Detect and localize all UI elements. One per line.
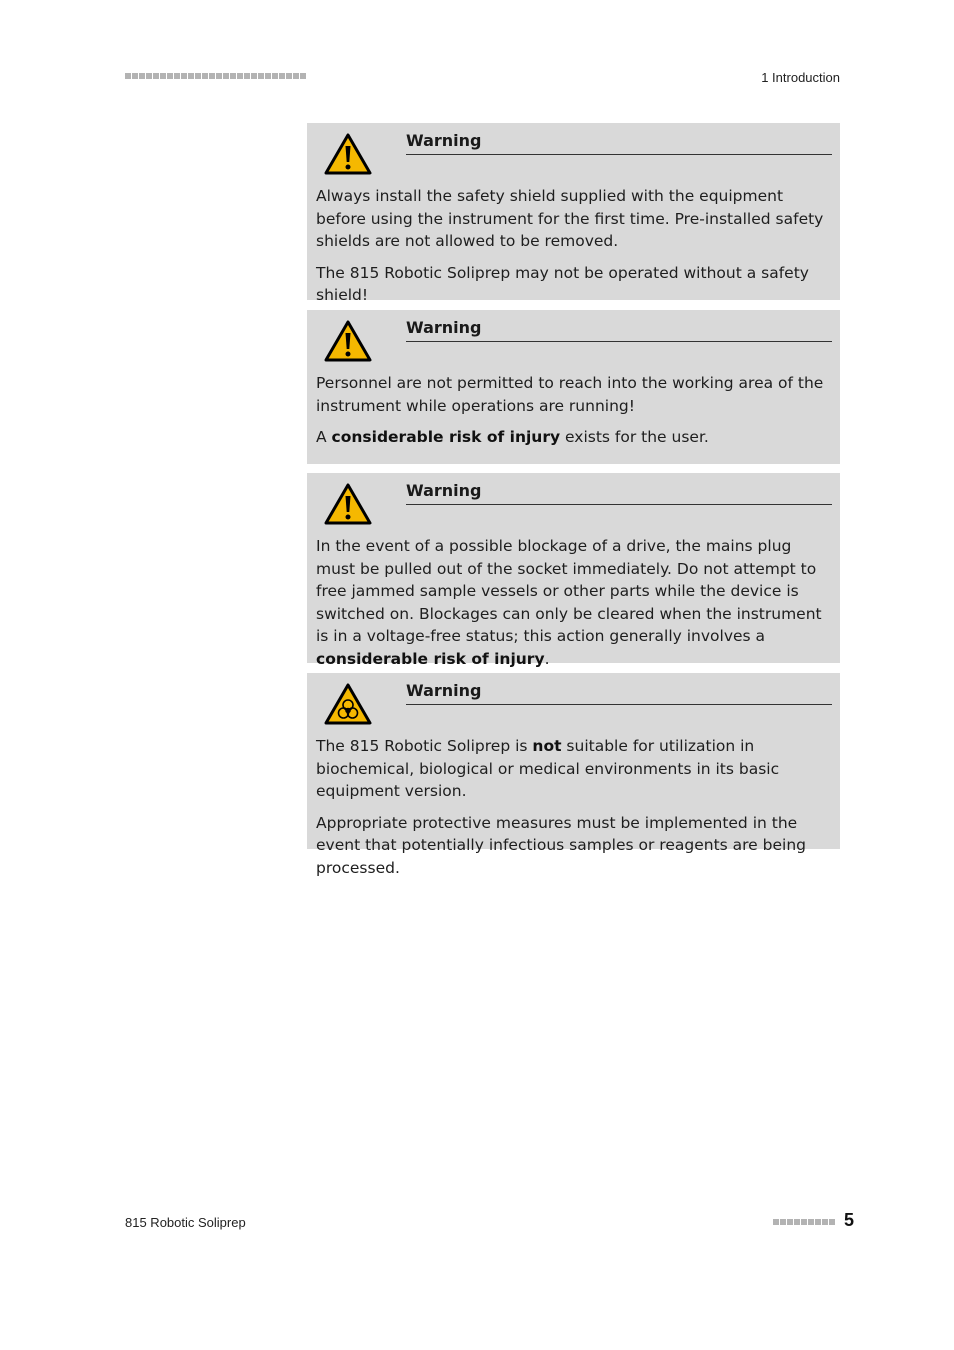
warning-triangle-icon — [324, 483, 372, 525]
warning-title: Warning — [406, 481, 832, 505]
header-decoration — [125, 73, 306, 79]
warning-box-3 — [307, 473, 840, 668]
warning-triangle-icon — [324, 320, 372, 362]
chapter-title: 1 Introduction — [761, 70, 840, 85]
warning-title: Warning — [406, 131, 832, 155]
warning-box-1 — [307, 123, 840, 304]
warning-triangle-icon — [324, 133, 372, 175]
emphasis: considerable risk of injury — [331, 428, 561, 446]
warning-title: Warning — [406, 318, 832, 342]
warning-text: Always install the safety shield supplied with the equipment before using the instrument for the first time. Pre-installed safety shields are not allowed to be removed. — [316, 187, 824, 250]
warning-text: Appropriate protective measures must be implemented in the event that potentially infectious samples or reagents are being processed. — [316, 813, 806, 877]
warning-text: Personnel are not permitted to reach into the working area of the instrument while operations are running! — [316, 374, 824, 415]
warning-text: In the event of a possible blockage of a drive, the mains plug must be pulled out of the socket immediately. Do not attempt to free jammed sample vessels or other parts while the device is switched on. Blockages can only be cleared when the instrument is in a voltage-free status; this action generally involves a considerable risk of injury. — [316, 537, 822, 668]
warning-box-4 — [307, 673, 840, 877]
warning-box-2 — [307, 310, 840, 464]
emphasis: considerable risk of injury — [316, 649, 545, 668]
warning-text: The 815 Robotic Soliprep is not suitable for utilization in biochemical, biological or medical environments in its basic equipment version. — [316, 737, 780, 800]
warning-text: The 815 Robotic Soliprep may not be operated without a safety shield! — [316, 263, 809, 304]
warning-title: Warning — [406, 681, 832, 705]
footer-decoration — [773, 1219, 835, 1225]
biohazard-icon — [324, 683, 372, 725]
warning-text: A considerable risk of injury exists for the user. — [316, 428, 709, 446]
emphasis: not — [532, 737, 562, 755]
footer-product-name: 815 Robotic Soliprep — [125, 1215, 246, 1230]
page-number: 5 — [844, 1210, 855, 1230]
